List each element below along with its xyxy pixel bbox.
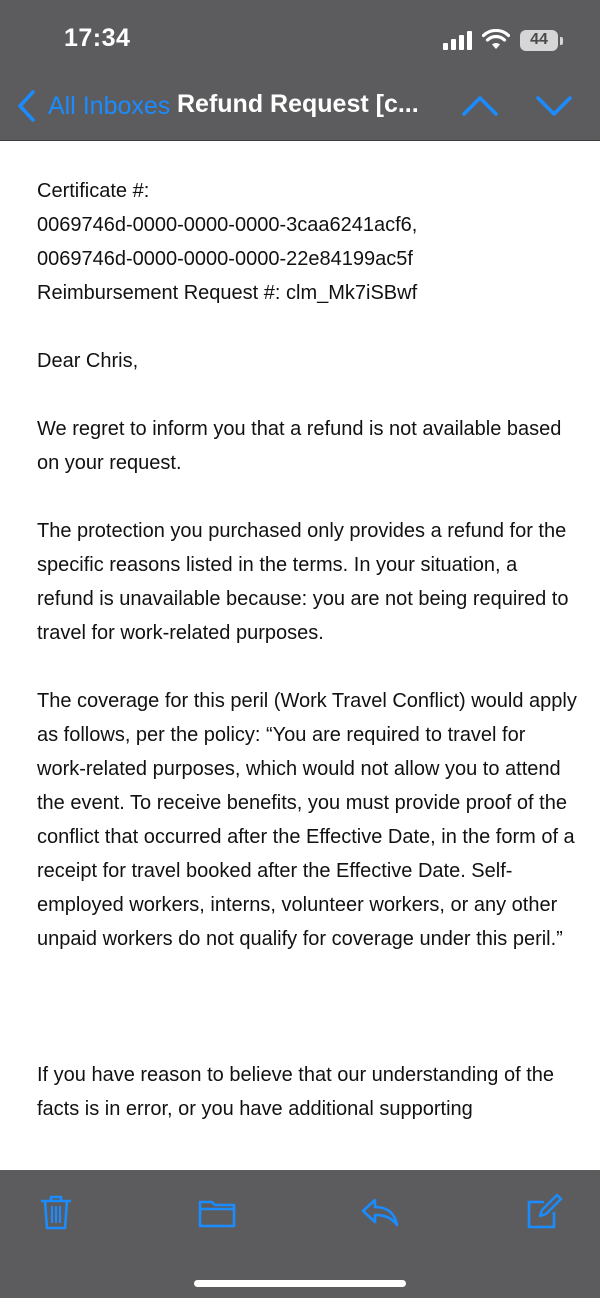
paragraph-coverage-details: The coverage for this peril (Work Travel Conflict) would apply as follows, per the policy: “You are required to travel for work-related purposes, which would not allow you to attend the event. To receive benefits, you must provide proof of the conflict that occurred after the Effective Date, in the form of a receipt for travel booked after the Effective Date. Self-employed workers, interns, volunteer workers, or any other unpaid workers do not qualify for coverage under this peril.” [37,690,577,950]
email-subject-title: Refund Request [c... [177,90,419,118]
status-icons [443,27,558,53]
greeting: Dear Chris, [37,350,139,372]
paragraph-protection-terms: The protection you purchased only provides a refund for the specific reasons listed in the terms. In your situation, a refund is unavailable because: you are not being required to travel for work-related purposes. [37,520,569,644]
wifi-icon [482,29,510,51]
certificate-label: Certificate #: [37,180,150,202]
spacer [37,990,577,1058]
trash-icon[interactable] [36,1192,76,1232]
battery-icon [520,30,558,51]
status-time: 17:34 [64,24,131,52]
reimbursement-request-number: Reimbursement Request #: clm_Mk7iSBwf [37,282,418,304]
compose-icon[interactable] [524,1192,564,1232]
email-body [37,174,577,1160]
back-button[interactable] [12,88,170,124]
certificate-number-1: 0069746d-0000-0000-0000-3caa6241acf6, [37,214,418,236]
chevron-left-icon [12,88,42,124]
navigation-header [0,0,600,141]
certificate-number-2: 0069746d-0000-0000-0000-22e84199ac5f [37,248,413,270]
reply-icon[interactable] [360,1192,400,1232]
previous-message-button[interactable] [460,88,500,124]
certificate-block [37,174,577,310]
battery-level: 44 [530,31,548,48]
back-label: All Inboxes [48,91,171,120]
cellular-signal-icon [443,30,472,50]
folder-icon[interactable] [197,1192,237,1232]
paragraph-dispute: If you have reason to believe that our understanding of the facts is in error, or you have additional supporting [37,1064,555,1120]
next-message-button[interactable] [534,88,574,124]
bottom-toolbar [0,1170,600,1298]
home-indicator[interactable] [194,1280,406,1287]
paragraph-refund-unavailable: We regret to inform you that a refund is not available based on your request. [37,418,562,474]
